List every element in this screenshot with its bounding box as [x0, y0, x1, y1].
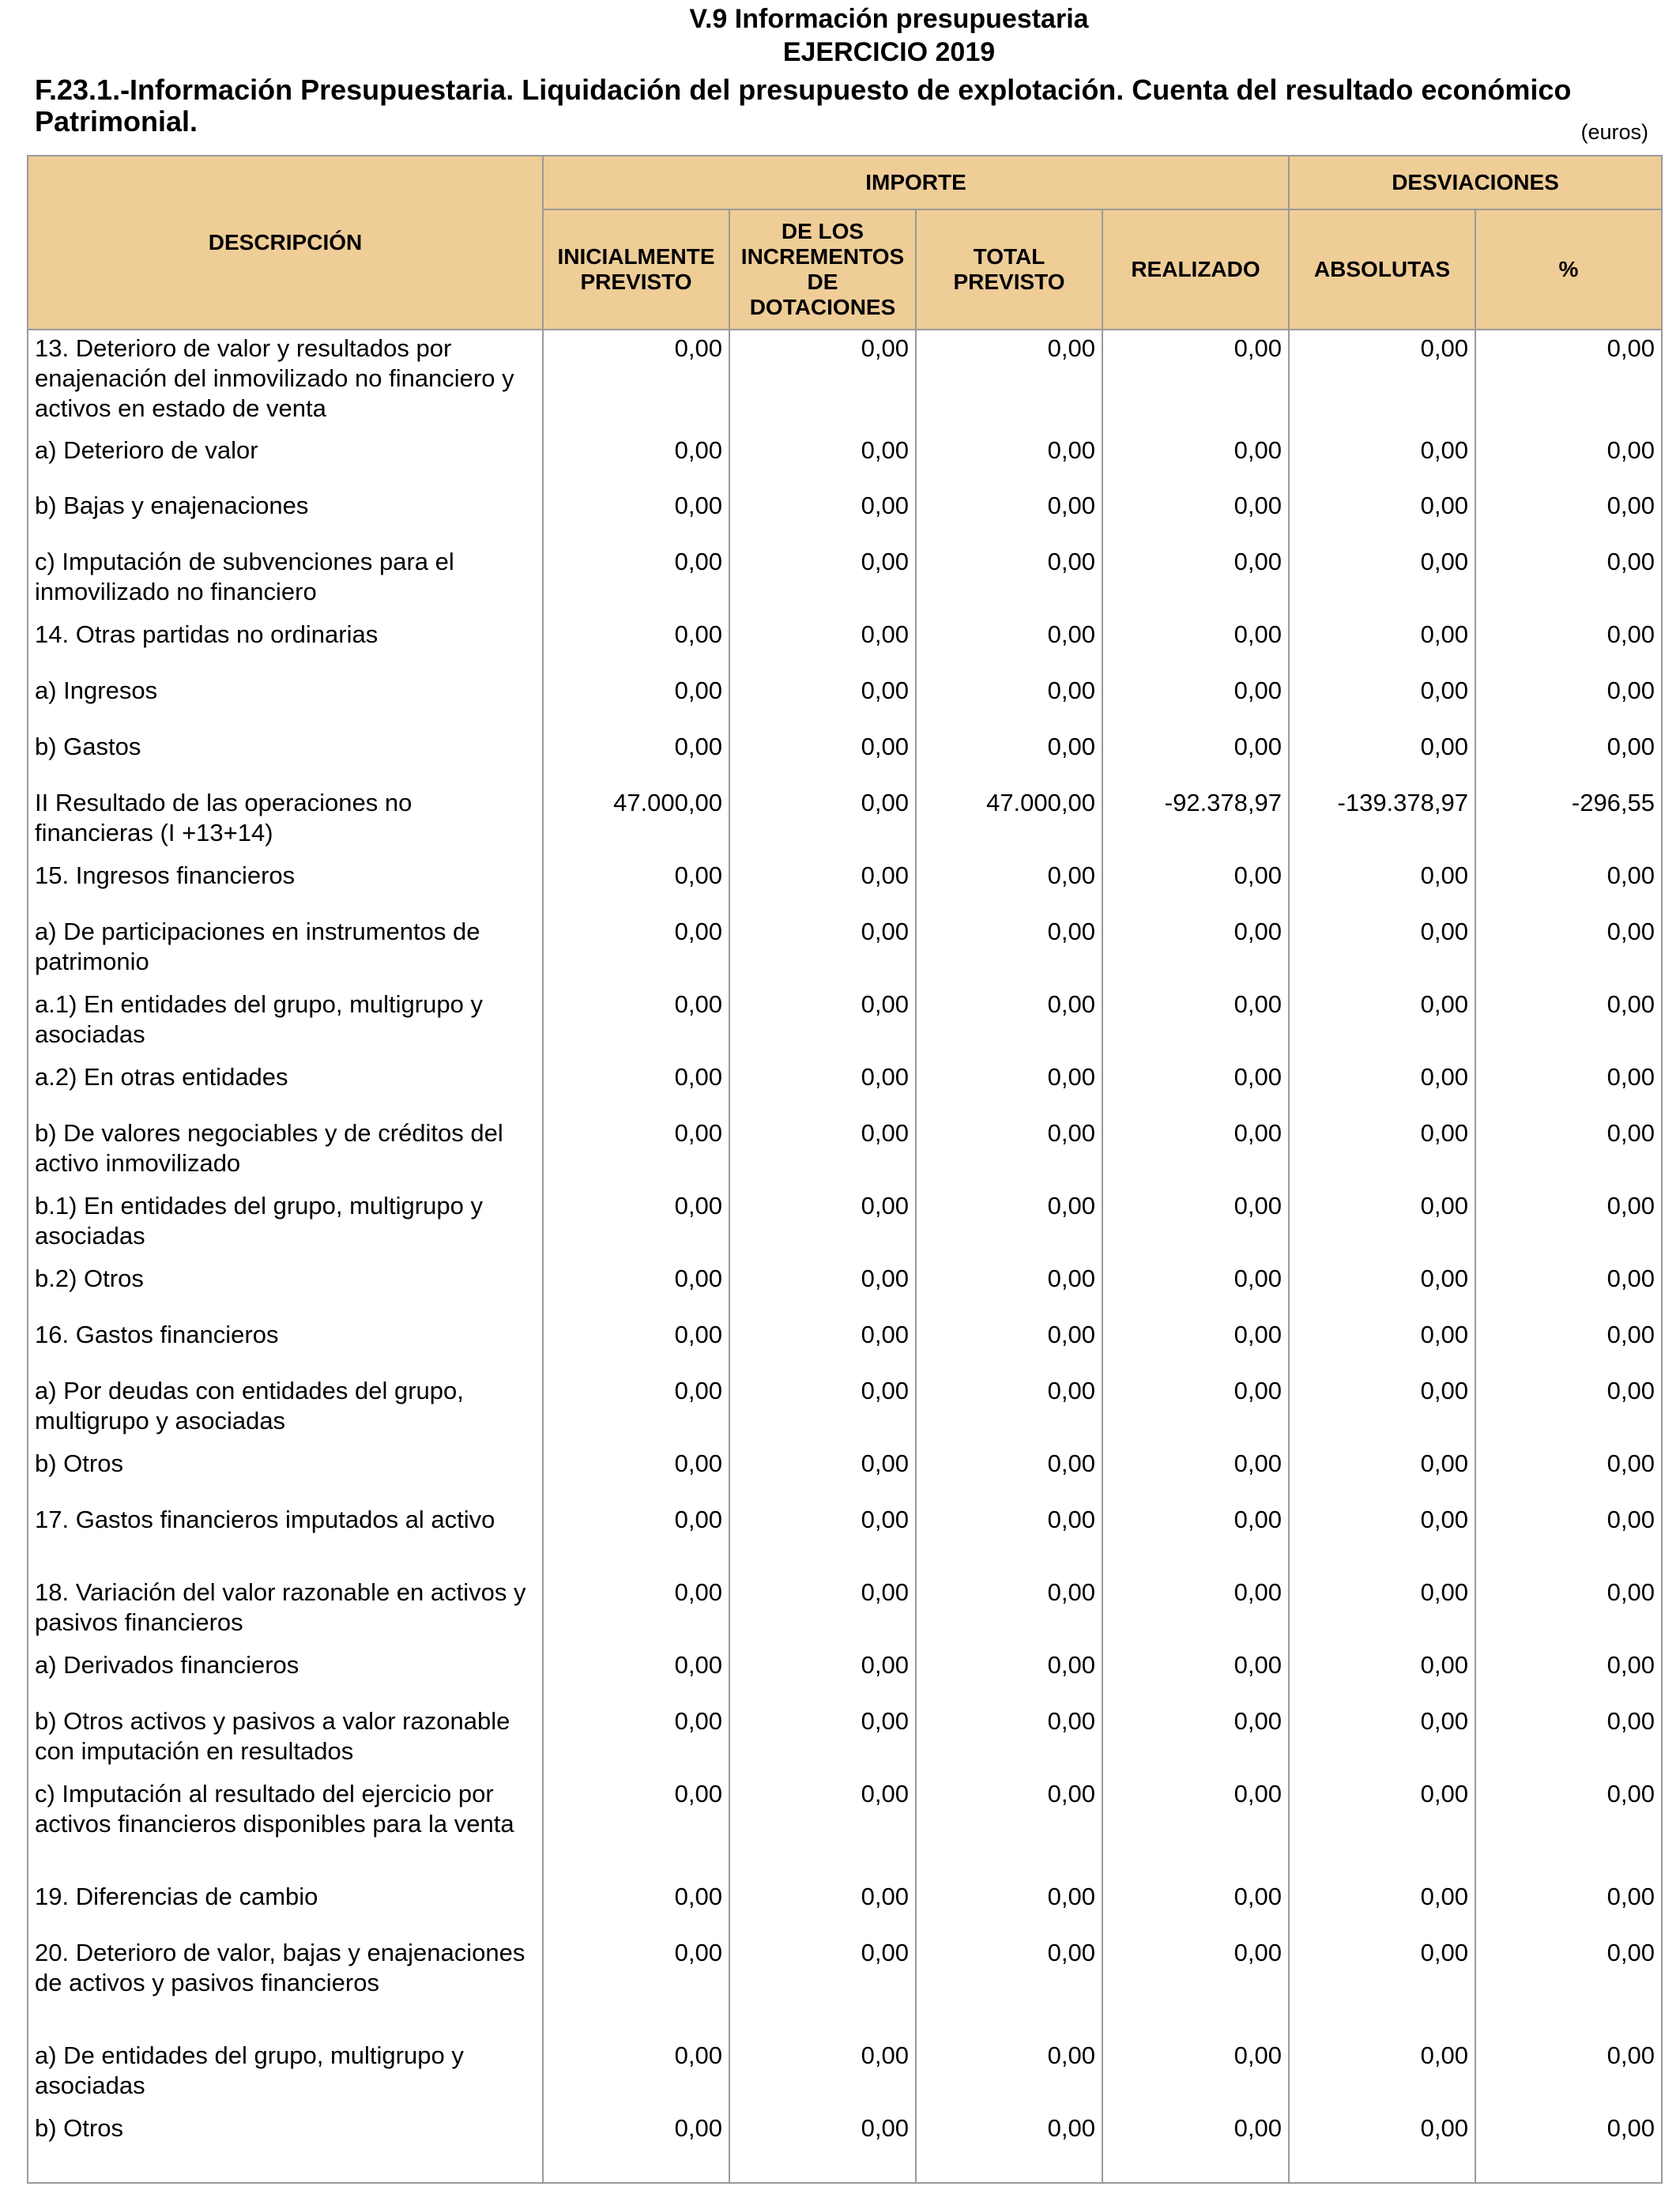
row-description: b) De valores negociables y de créditos del activo inmovilizado: [28, 1115, 543, 1188]
row-description: b.2) Otros: [28, 1261, 543, 1317]
row-value: 0,00: [729, 785, 916, 858]
row-description: 15. Ingresos financieros: [28, 858, 543, 914]
row-description: a) Deterioro de valor: [28, 432, 543, 488]
row-value: 0,00: [1289, 330, 1475, 432]
table-row: [28, 1446, 1662, 1502]
row-value: 0,00: [1102, 1776, 1289, 1879]
row-value: 0,00: [1475, 1446, 1662, 1502]
row-value: 0,00: [1475, 914, 1662, 986]
row-value: 0,00: [1289, 2038, 1475, 2110]
row-value: 0,00: [1475, 616, 1662, 673]
table-row: [28, 1188, 1662, 1261]
row-value: 0,00: [543, 488, 729, 544]
row-value: 0,00: [1289, 1317, 1475, 1373]
row-value: 0,00: [1289, 2110, 1475, 2183]
row-value: 0,00: [1102, 1502, 1289, 1574]
budget-table: [27, 155, 1663, 2184]
row-value: 0,00: [916, 1879, 1102, 1935]
row-value: 0,00: [1289, 488, 1475, 544]
table-row: [28, 330, 1662, 432]
row-value: 0,00: [916, 729, 1102, 785]
row-description: 19. Diferencias de cambio: [28, 1879, 543, 1935]
row-value: 0,00: [916, 1703, 1102, 1776]
row-value: 0,00: [729, 1261, 916, 1317]
row-value: 0,00: [916, 1188, 1102, 1261]
row-value: 0,00: [1475, 673, 1662, 729]
table-row: [28, 673, 1662, 729]
table-row: [28, 2110, 1662, 2183]
row-value: 0,00: [916, 616, 1102, 673]
row-value: 0,00: [543, 1502, 729, 1574]
col-inicialmente-previsto: INICIALMENTE PREVISTO: [543, 209, 729, 330]
row-value: 0,00: [916, 1373, 1102, 1446]
row-value: 0,00: [1289, 1703, 1475, 1776]
row-value: 0,00: [1102, 729, 1289, 785]
table-row: [28, 1935, 1662, 2038]
row-value: 0,00: [916, 1261, 1102, 1317]
row-description: a) Derivados financieros: [28, 1647, 543, 1703]
col-realizado: REALIZADO: [1102, 209, 1289, 330]
row-value: 0,00: [1102, 1373, 1289, 1446]
table-row: [28, 1317, 1662, 1373]
row-value: 0,00: [1475, 544, 1662, 616]
row-description: a) De participaciones en instrumentos de patrimonio: [28, 914, 543, 986]
row-value: 0,00: [543, 432, 729, 488]
row-value: 0,00: [1475, 1373, 1662, 1446]
row-value: -92.378,97: [1102, 785, 1289, 858]
row-value: 0,00: [1289, 1935, 1475, 2038]
col-porcentaje: %: [1475, 209, 1662, 330]
col-absolutas: ABSOLUTAS: [1289, 209, 1475, 330]
table-row: [28, 986, 1662, 1059]
row-value: 0,00: [1102, 2110, 1289, 2183]
row-value: 0,00: [729, 1059, 916, 1115]
row-value: 0,00: [916, 544, 1102, 616]
row-description: a) Ingresos: [28, 673, 543, 729]
row-value: 0,00: [1289, 673, 1475, 729]
row-value: 0,00: [1475, 2110, 1662, 2183]
row-value: 0,00: [729, 1446, 916, 1502]
row-value: 0,00: [729, 1502, 916, 1574]
row-value: 0,00: [1289, 858, 1475, 914]
row-description: 18. Variación del valor razonable en activos y pasivos financieros: [28, 1574, 543, 1647]
row-value: 0,00: [1475, 1188, 1662, 1261]
row-value: 0,00: [543, 1776, 729, 1879]
table-row: [28, 1776, 1662, 1879]
row-value: 0,00: [1289, 986, 1475, 1059]
row-value: 0,00: [916, 1115, 1102, 1188]
row-value: 0,00: [1102, 986, 1289, 1059]
row-value: 0,00: [1475, 1261, 1662, 1317]
row-value: 0,00: [729, 1935, 916, 2038]
row-value: 0,00: [543, 673, 729, 729]
row-value: 0,00: [543, 1317, 729, 1373]
row-value: 0,00: [729, 2038, 916, 2110]
row-description: c) Imputación de subvenciones para el inmovilizado no financiero: [28, 544, 543, 616]
row-value: 0,00: [543, 1261, 729, 1317]
row-value: 0,00: [543, 330, 729, 432]
table-row: [28, 1574, 1662, 1647]
col-desviaciones: DESVIACIONES: [1289, 156, 1662, 209]
row-value: 0,00: [1102, 673, 1289, 729]
row-value: 0,00: [1102, 1647, 1289, 1703]
row-value: 0,00: [1102, 1188, 1289, 1261]
row-value: 0,00: [1289, 1059, 1475, 1115]
col-descripcion: DESCRIPCIÓN: [28, 156, 543, 330]
table-row: [28, 1502, 1662, 1574]
row-value: 0,00: [729, 1776, 916, 1879]
row-description: a.1) En entidades del grupo, multigrupo y asociadas: [28, 986, 543, 1059]
row-value: 0,00: [729, 1647, 916, 1703]
table-row: [28, 1879, 1662, 1935]
table-row: [28, 785, 1662, 858]
row-value: 0,00: [543, 986, 729, 1059]
row-value: 0,00: [729, 1115, 916, 1188]
table-row: [28, 1115, 1662, 1188]
row-value: -139.378,97: [1289, 785, 1475, 858]
table-row: [28, 1059, 1662, 1115]
row-value: 0,00: [1102, 432, 1289, 488]
row-value: 0,00: [1102, 330, 1289, 432]
row-value: 0,00: [1102, 858, 1289, 914]
row-value: 0,00: [543, 1115, 729, 1188]
row-value: 0,00: [1102, 1574, 1289, 1647]
row-value: 0,00: [1289, 1574, 1475, 1647]
row-value: 0,00: [729, 914, 916, 986]
row-value: 0,00: [916, 1647, 1102, 1703]
row-value: 0,00: [1289, 1373, 1475, 1446]
row-value: 0,00: [1289, 1879, 1475, 1935]
row-value: 0,00: [916, 330, 1102, 432]
row-value: 0,00: [729, 1317, 916, 1373]
row-value: 0,00: [729, 1188, 916, 1261]
row-value: 0,00: [543, 1879, 729, 1935]
row-value: 0,00: [916, 1317, 1102, 1373]
row-value: 0,00: [1475, 1647, 1662, 1703]
row-value: 0,00: [916, 2110, 1102, 2183]
row-value: 0,00: [543, 2038, 729, 2110]
row-value: 0,00: [1289, 544, 1475, 616]
row-value: 0,00: [1289, 1502, 1475, 1574]
row-value: 0,00: [1289, 1446, 1475, 1502]
row-description: b) Gastos: [28, 729, 543, 785]
row-value: 0,00: [1102, 1703, 1289, 1776]
row-value: 0,00: [729, 1703, 916, 1776]
row-value: 0,00: [543, 616, 729, 673]
table-header: [28, 156, 1662, 330]
row-description: 16. Gastos financieros: [28, 1317, 543, 1373]
row-value: 0,00: [1102, 1115, 1289, 1188]
row-value: 47.000,00: [543, 785, 729, 858]
row-value: 0,00: [1475, 729, 1662, 785]
row-value: 0,00: [1102, 616, 1289, 673]
row-value: 0,00: [1475, 1317, 1662, 1373]
row-value: 0,00: [916, 673, 1102, 729]
row-value: 0,00: [1102, 544, 1289, 616]
row-value: 0,00: [916, 2038, 1102, 2110]
table-body: [28, 330, 1662, 2183]
page-title: V.9 Información presupuestaria: [689, 4, 1089, 34]
row-value: 0,00: [1289, 432, 1475, 488]
row-value: 0,00: [729, 1373, 916, 1446]
row-value: 0,00: [916, 1502, 1102, 1574]
row-value: 0,00: [916, 432, 1102, 488]
row-value: 0,00: [543, 1059, 729, 1115]
table-row: [28, 1647, 1662, 1703]
units-label: (euros): [1580, 120, 1648, 144]
row-description: b) Otros: [28, 2110, 543, 2183]
row-value: 0,00: [1102, 1059, 1289, 1115]
row-value: 0,00: [729, 729, 916, 785]
table-row: [28, 1703, 1662, 1776]
row-value: 0,00: [729, 330, 916, 432]
col-incrementos-dotaciones: DE LOS INCREMENTOS DE DOTACIONES: [729, 209, 916, 330]
row-value: 0,00: [543, 1446, 729, 1502]
table-row: [28, 544, 1662, 616]
row-value: 0,00: [1475, 330, 1662, 432]
row-description: b) Otros activos y pasivos a valor razonable con imputación en resultados: [28, 1703, 543, 1776]
row-value: 0,00: [729, 488, 916, 544]
table-row: [28, 2038, 1662, 2110]
row-value: 0,00: [729, 673, 916, 729]
row-value: 0,00: [543, 729, 729, 785]
table-row: [28, 1261, 1662, 1317]
row-value: 0,00: [1102, 914, 1289, 986]
row-description: a.2) En otras entidades: [28, 1059, 543, 1115]
row-value: 0,00: [1475, 1879, 1662, 1935]
row-value: 0,00: [1102, 1879, 1289, 1935]
row-value: 0,00: [543, 1188, 729, 1261]
row-description: a) De entidades del grupo, multigrupo y asociadas: [28, 2038, 543, 2110]
row-description: a) Por deudas con entidades del grupo, multigrupo y asociadas: [28, 1373, 543, 1446]
row-value: 0,00: [1289, 1776, 1475, 1879]
row-value: 0,00: [543, 1373, 729, 1446]
row-description: 20. Deterioro de valor, bajas y enajenaciones de activos y pasivos financieros: [28, 1935, 543, 2038]
row-value: 0,00: [729, 616, 916, 673]
row-value: 0,00: [1475, 1703, 1662, 1776]
row-value: 0,00: [729, 544, 916, 616]
row-value: 0,00: [1475, 432, 1662, 488]
row-value: 0,00: [543, 1574, 729, 1647]
row-value: 0,00: [916, 914, 1102, 986]
page-subtitle: EJERCICIO 2019: [782, 37, 996, 67]
row-description: b.1) En entidades del grupo, multigrupo y asociadas: [28, 1188, 543, 1261]
row-value: 0,00: [1475, 986, 1662, 1059]
row-value: 0,00: [1102, 1317, 1289, 1373]
row-value: 0,00: [1475, 1776, 1662, 1879]
row-value: 0,00: [1475, 1574, 1662, 1647]
row-value: 0,00: [543, 1935, 729, 2038]
row-value: 0,00: [916, 986, 1102, 1059]
row-description: b) Bajas y enajenaciones: [28, 488, 543, 544]
row-value: 47.000,00: [916, 785, 1102, 858]
row-value: 0,00: [1475, 858, 1662, 914]
row-value: 0,00: [729, 986, 916, 1059]
table-row: [28, 914, 1662, 986]
row-value: 0,00: [1475, 488, 1662, 544]
row-value: 0,00: [543, 2110, 729, 2183]
row-value: 0,00: [916, 1574, 1102, 1647]
row-description: 17. Gastos financieros imputados al activo: [28, 1502, 543, 1574]
row-value: 0,00: [1102, 1446, 1289, 1502]
row-value: 0,00: [916, 1446, 1102, 1502]
row-value: 0,00: [1475, 1115, 1662, 1188]
row-description: b) Otros: [28, 1446, 543, 1502]
row-value: 0,00: [916, 1776, 1102, 1879]
row-value: 0,00: [1475, 1935, 1662, 2038]
row-value: 0,00: [1289, 1647, 1475, 1703]
row-value: 0,00: [1475, 2038, 1662, 2110]
table-row: [28, 488, 1662, 544]
row-value: 0,00: [1289, 729, 1475, 785]
row-value: 0,00: [1289, 1115, 1475, 1188]
section-heading: F.23.1.-Información Presupuestaria. Liquidación del presupuesto de explotación. Cuenta del resultado económico Patrimonial.: [35, 74, 1572, 138]
row-value: 0,00: [916, 1935, 1102, 2038]
row-value: 0,00: [916, 858, 1102, 914]
row-value: 0,00: [543, 1647, 729, 1703]
row-description: 14. Otras partidas no ordinarias: [28, 616, 543, 673]
row-value: 0,00: [1289, 616, 1475, 673]
col-importe: IMPORTE: [543, 156, 1289, 209]
row-value: 0,00: [1289, 1261, 1475, 1317]
table-row: [28, 616, 1662, 673]
row-value: 0,00: [1102, 1261, 1289, 1317]
row-value: 0,00: [543, 858, 729, 914]
row-value: 0,00: [1289, 914, 1475, 986]
col-total-previsto: TOTAL PREVISTO: [916, 209, 1102, 330]
table-row: [28, 432, 1662, 488]
row-description: II Resultado de las operaciones no financieras (I +13+14): [28, 785, 543, 858]
row-description: c) Imputación al resultado del ejercicio por activos financieros disponibles para la venta: [28, 1776, 543, 1879]
row-value: 0,00: [1475, 1059, 1662, 1115]
row-value: 0,00: [1475, 1502, 1662, 1574]
row-value: 0,00: [729, 1574, 916, 1647]
row-value: 0,00: [729, 1879, 916, 1935]
row-value: 0,00: [543, 544, 729, 616]
row-value: 0,00: [1289, 1188, 1475, 1261]
row-value: 0,00: [543, 1703, 729, 1776]
table-row: [28, 729, 1662, 785]
row-value: 0,00: [543, 914, 729, 986]
row-value: 0,00: [1102, 1935, 1289, 2038]
row-value: -296,55: [1475, 785, 1662, 858]
table-row: [28, 858, 1662, 914]
row-value: 0,00: [1102, 2038, 1289, 2110]
row-value: 0,00: [729, 432, 916, 488]
table-row: [28, 1373, 1662, 1446]
row-value: 0,00: [729, 2110, 916, 2183]
row-value: 0,00: [916, 488, 1102, 544]
row-value: 0,00: [729, 858, 916, 914]
row-value: 0,00: [916, 1059, 1102, 1115]
row-description: 13. Deterioro de valor y resultados por enajenación del inmovilizado no financiero y activos en estado de venta: [28, 330, 543, 432]
row-value: 0,00: [1102, 488, 1289, 544]
